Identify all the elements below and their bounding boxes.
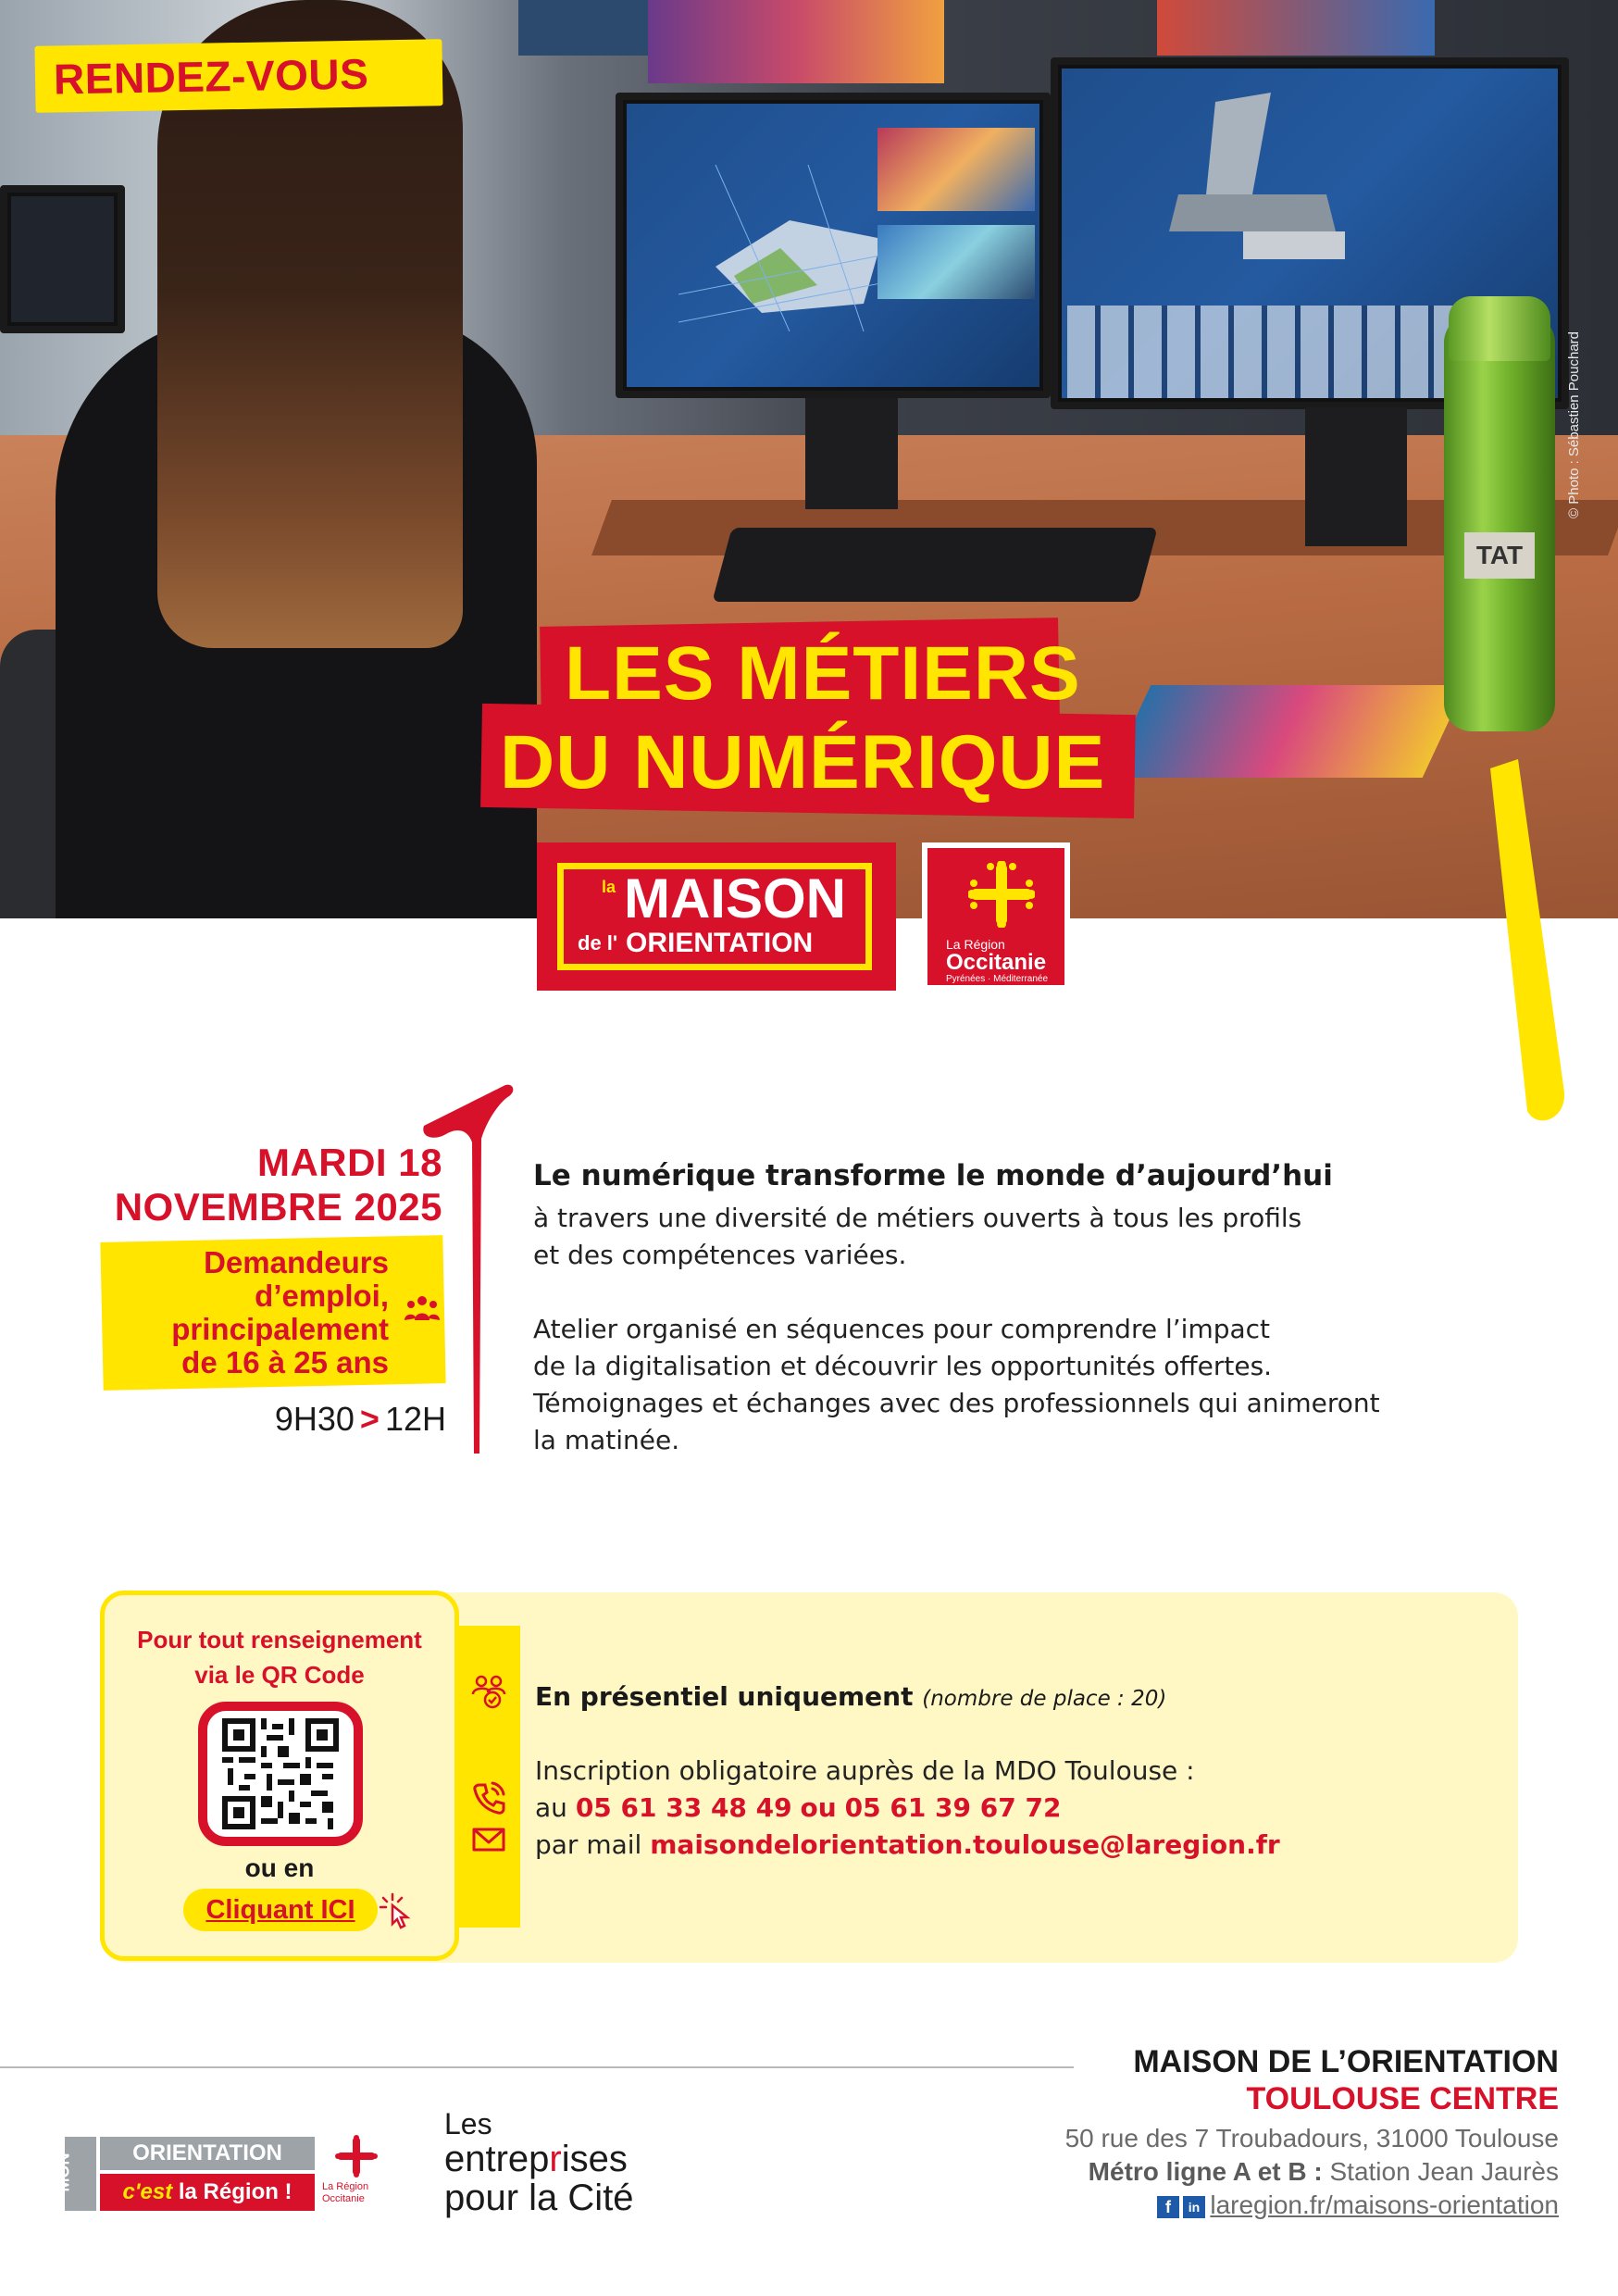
attendees-check-icon (470, 1672, 507, 1709)
logo-mon: MON (54, 2152, 73, 2192)
description-line: à travers une diversité de métiers ouverts à tous les profils (533, 1203, 1302, 1233)
description-line: Témoignages et échanges avec des professionnels qui animeront (533, 1388, 1380, 1418)
mail-address-link[interactable]: maisondelorientation.toulouse@laregion.fr (650, 1829, 1280, 1860)
texture-palette (1067, 306, 1456, 398)
region-subtitle: Pyrénées · Méditerranée (946, 974, 1049, 984)
photo-credit: © Photo : Sébastien Pouchard (1566, 331, 1582, 518)
mail-icon (470, 1820, 507, 1857)
yellow-brush-decoration (1462, 759, 1574, 1129)
occitan-cross-icon (968, 861, 1035, 928)
epc-logo-line-2 (444, 2139, 628, 2180)
footer-divider (0, 2066, 1074, 2068)
attendance-mode (535, 1681, 1166, 1712)
mousepad (1108, 685, 1466, 778)
keyboard (712, 528, 1157, 602)
audience-line: principalement (171, 1312, 389, 1346)
qr-or-text: ou en (244, 1853, 315, 1882)
logo-orientation-band: ORIENTATION (100, 2137, 315, 2170)
audience-line: de 16 à 25 ans (181, 1345, 389, 1379)
wall-poster (1157, 0, 1435, 56)
thermos-label: TAT (1464, 532, 1535, 579)
epc-logo-line-3: pour la Cité (444, 2177, 634, 2218)
footer-site-name: TOULOUSE CENTRE (1246, 2081, 1559, 2116)
facebook-icon[interactable]: f (1157, 2196, 1179, 2218)
qr-title-line: Pour tout renseignement (137, 1626, 422, 1653)
event-date-month: NOVEMBRE 2025 (114, 1185, 442, 1229)
region-occitanie-logo (922, 842, 1070, 991)
footer-metro (1089, 2157, 1559, 2187)
monitor-stand (805, 398, 898, 509)
event-hours (275, 1400, 446, 1439)
phone-icon (470, 1779, 507, 1816)
hours-end: 12H (384, 1400, 446, 1438)
places-count: (nombre de place : 20) (922, 1687, 1167, 1711)
epc-part: ises (561, 2139, 628, 2179)
description-line: de la digitalisation et découvrir les opportunités offertes. (533, 1351, 1273, 1381)
logo-de: de l' (578, 931, 618, 955)
registration-note: Inscription obligatoire auprès de la MDO Toulouse : (535, 1755, 1195, 1786)
mail-prefix: par mail (535, 1829, 642, 1860)
description-line: Atelier organisé en séquences pour comprendre l’impact (533, 1314, 1271, 1344)
mail-line (535, 1829, 1280, 1860)
mon-orientation-logo (54, 2137, 96, 2211)
metro-station: Station Jean Jaurès (1329, 2157, 1559, 2186)
phone-number-2[interactable]: 05 61 39 67 72 (844, 1792, 1062, 1823)
rendez-vous-badge (34, 39, 442, 113)
footer-address: 50 rue des 7 Troubadours, 31000 Toulouse (1064, 2124, 1559, 2152)
epc-accent-part: r (549, 2139, 562, 2179)
description-line: la matinée. (533, 1425, 680, 1455)
footer-org-name: MAISON DE L’ORIENTATION (1133, 2044, 1559, 2079)
metro-label: Métro ligne A et B : (1088, 2157, 1323, 2186)
mini-region-line: Occitanie (322, 2193, 365, 2204)
3d-model-graphic (1151, 83, 1354, 268)
logo-orientation: ORIENTATION (626, 928, 814, 958)
logo-cest-la-region (100, 2174, 315, 2211)
thermos (1444, 315, 1555, 731)
icon-band (459, 1626, 520, 1928)
occitan-cross-icon (335, 2135, 378, 2177)
monitor-stand (1305, 407, 1407, 546)
epc-logo-line-1: Les (444, 2107, 492, 2140)
logo-maison: MAISON (624, 867, 846, 930)
footer-website-link[interactable]: laregion.fr/maisons-orientation (1210, 2190, 1559, 2219)
maison-orientation-logo (537, 842, 896, 991)
qr-title-line: via le QR Code (194, 1661, 365, 1689)
audience-line: Demandeurs (204, 1245, 389, 1279)
qr-code[interactable] (222, 1718, 339, 1829)
phone-line (535, 1792, 1061, 1823)
left-monitor (616, 93, 1051, 398)
attendance-label: En présentiel uniquement (535, 1681, 914, 1712)
phone-number-1[interactable]: 05 61 33 48 49 (575, 1792, 792, 1823)
rendez-vous-label: RENDEZ-VOUS (53, 49, 369, 104)
mini-region-text (322, 2181, 368, 2205)
background-monitor (0, 185, 125, 333)
cursor-click-icon (378, 1892, 415, 1929)
region-name: Occitanie (946, 950, 1047, 975)
hours-separator: > (359, 1400, 380, 1438)
title-line-2: DU NUMÉRIQUE (500, 720, 1106, 805)
description-title: Le numérique transforme le monde d’aujourd’hui (533, 1159, 1333, 1192)
logo-cest: c'est (122, 2179, 173, 2204)
phone-prefix: au (535, 1792, 567, 1823)
title-line-1: LES MÉTIERS (565, 631, 1081, 716)
linkedin-icon[interactable]: in (1183, 2196, 1205, 2218)
logo-la-region: la Région ! (178, 2179, 292, 2204)
qr-title (100, 1622, 459, 1692)
wall-poster (648, 0, 944, 83)
logo-la: la (602, 878, 616, 896)
region-label: La Région (946, 937, 1005, 952)
event-date-day: MARDI 18 (256, 1141, 442, 1184)
click-here-link[interactable]: Cliquant ICI (183, 1889, 378, 1931)
hours-start: 9H30 (274, 1400, 355, 1438)
people-group-icon (404, 1294, 441, 1322)
thermos-cap (1449, 296, 1550, 361)
phone-or: ou (800, 1792, 837, 1823)
epc-part: entrep (444, 2139, 550, 2179)
audience-line: d’emploi, (255, 1279, 389, 1313)
description-line: et des compétences variées. (533, 1240, 907, 1270)
mini-region-line: La Région (322, 2181, 369, 2192)
audience-text (111, 1246, 389, 1379)
